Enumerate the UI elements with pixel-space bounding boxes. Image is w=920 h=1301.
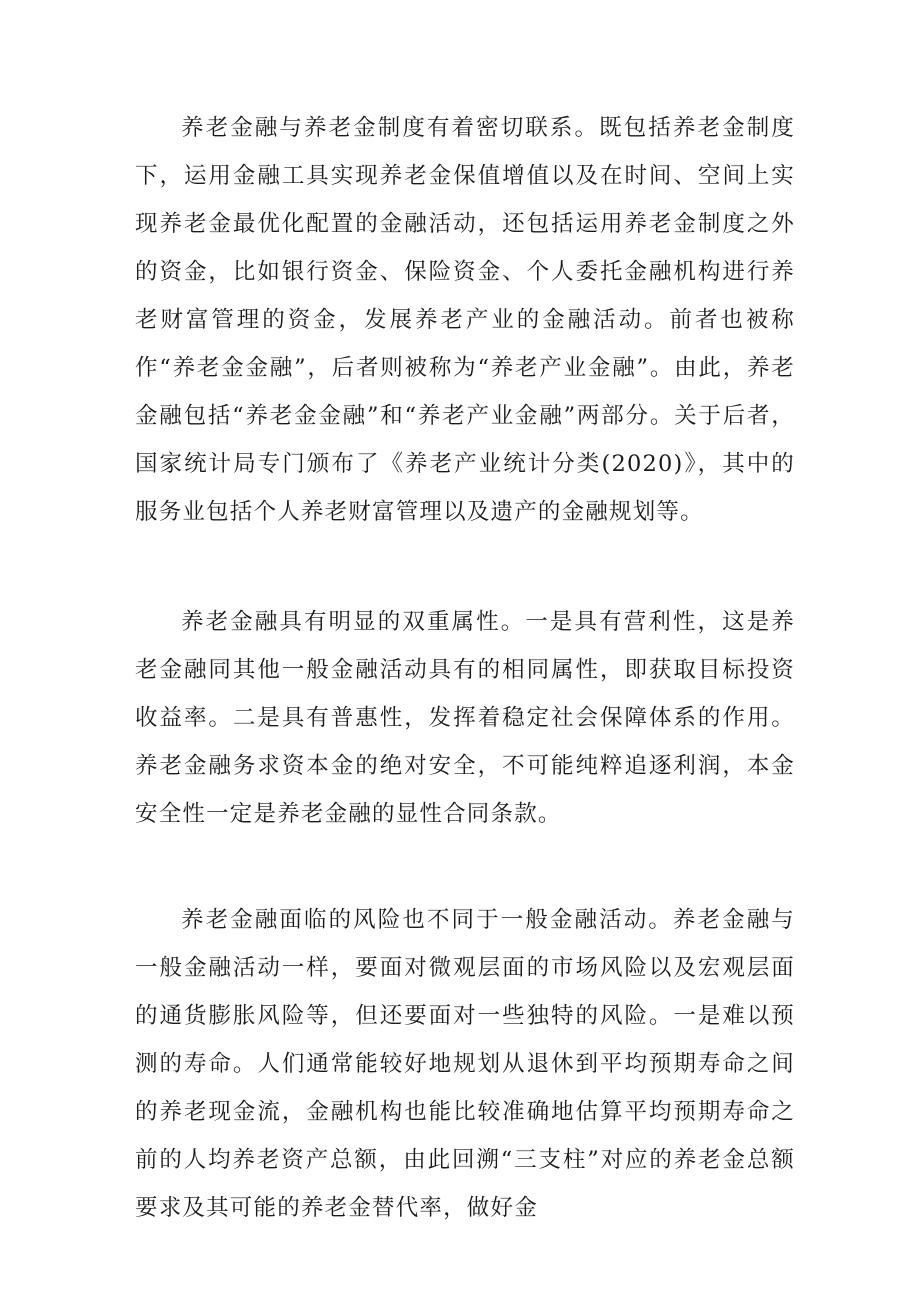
paragraph-3: 养老金融面临的风险也不同于一般金融活动。养老金融与一般金融活动一样，要面对微观层面的市场风险以及宏观层面的通货膨胀风险等，但还要面对一些独特的风险。一是难以预测的寿命。人们通常能较好地规划从退休到平均预期寿命之间的养老现金流，金融机构也能比较准确地估算平均预期寿命之前的人均养老资产总额，由此回溯“三支柱”对应的养老金总额要求及其可能的养老金替代率，做好金 bbox=[135, 907, 795, 1221]
paragraph-2: 养老金融具有明显的双重属性。一是具有营利性，这是养老金融同其他一般金融活动具有的相同属性，即获取目标投资收益率。二是具有普惠性，发挥着稳定社会保障体系的作用。养老金融务求资本金的绝对安全，不可能纯粹追逐利润，本金安全性一定是养老金融的显性合同条款。 bbox=[135, 609, 795, 827]
paragraph-1: 养老金融与养老金制度有着密切联系。既包括养老金制度下，运用金融工具实现养老金保值增值以及在时间、空间上实现养老金最优化配置的金融活动，还包括运用养老金制度之外的资金，比如银行资金、保险资金、个人委托金融机构进行养老财富管理的资金，发展养老产业的金融活动。前者也被称作“养老金金融”，后者则被称为“养老产业金融”。由此，养老金融包括“养老金金融”和“养老产业金融”两部分。关于后者，国家统计局专门颁布了《养老产业统计分类(2020)》，其中的服务业包括个人养老财富管理以及遗产的金融规划等。 bbox=[135, 115, 795, 525]
